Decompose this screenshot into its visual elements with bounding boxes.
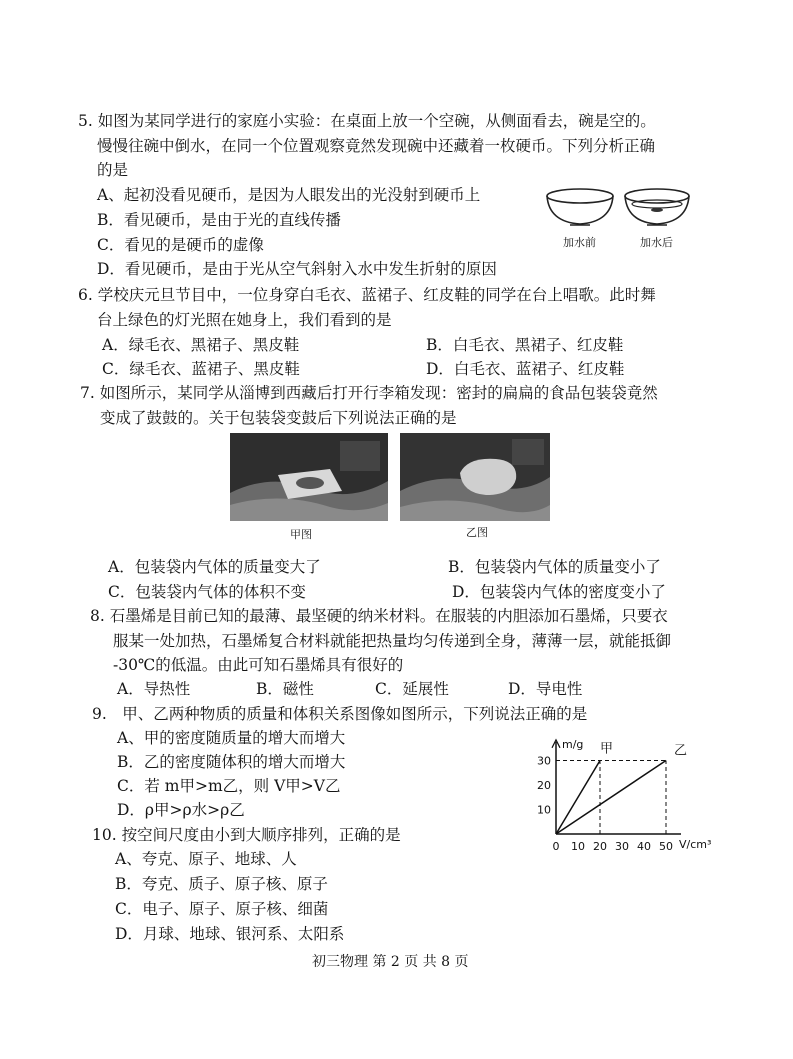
y-tick-label: 20 — [537, 779, 551, 792]
q6-option-a: A．绿毛衣、黑裙子、黑皮鞋 — [102, 336, 300, 354]
q6-stem-line1: 6. 学校庆元旦节目中，一位身穿白毛衣、蓝裙子、红皮鞋的同学在台上唱歌。此时舞 — [78, 286, 656, 304]
q9-option-d: D．ρ甲>ρ水>ρ乙 — [117, 801, 245, 819]
x-tick-label: 20 — [593, 840, 607, 853]
q9-stem: 9. 甲、乙两种物质的质量和体积关系图像如图所示，下列说法正确的是 — [92, 705, 588, 723]
q5-stem-line1: 5. 如图为某同学进行的家庭小实验：在桌面上放一个空碗，从侧面看去，碗是空的。 — [78, 112, 656, 130]
q10-option-b: B．夸克、质子、原子核、原子 — [115, 875, 328, 893]
bowl-water-icon — [625, 189, 689, 225]
x-axis-label: V/cm³ — [679, 838, 712, 851]
y-tick-label: 10 — [537, 803, 551, 817]
q8-stem-line1: 8. 石墨烯是目前已知的最薄、最坚硬的纳米材料。在服装的内胆添加石墨烯，只要衣 — [90, 607, 668, 625]
q10-option-d: D．月球、地球、银河系、太阳系 — [115, 925, 345, 943]
x-tick-label: 50 — [659, 840, 673, 853]
q5-option-c: C．看见的是硬币的虚像 — [97, 236, 264, 254]
y-axis-label: m/g — [562, 737, 584, 751]
q8-option-c: C．延展性 — [375, 680, 449, 698]
q5-stem-line3: 的是 — [97, 161, 129, 179]
q7-option-c: C．包装袋内气体的体积不变 — [108, 583, 306, 601]
q7-stem-line2: 变成了鼓鼓的。关于包装袋变鼓后下列说法正确的是 — [100, 409, 457, 427]
q7-option-b: B．包装袋内气体的质量变小了 — [448, 558, 661, 576]
q6-option-c: C．绿毛衣、蓝裙子、黑皮鞋 — [102, 360, 300, 378]
q10-option-c: C．电子、原子、原子核、细菌 — [115, 900, 329, 918]
q8-option-a: A．导热性 — [117, 680, 191, 698]
series-line-2 — [556, 761, 666, 835]
q5-option-b: B．看见硬币，是由于光的直线传播 — [97, 211, 341, 229]
q8-option-d: D．导电性 — [508, 680, 583, 698]
series-label-1: 甲 — [600, 741, 614, 757]
x-tick-label: 40 — [637, 840, 651, 853]
y-tick-label: 30 — [537, 754, 551, 768]
bulged-bag-image — [400, 433, 550, 521]
q7-option-a: A．包装袋内气体的质量变大了 — [108, 558, 321, 576]
series-line-1 — [556, 761, 600, 835]
q9-option-c: C．若 m甲>m乙，则 V甲>V乙 — [117, 777, 341, 795]
q7-option-d: D．包装袋内气体的密度变小了 — [452, 583, 666, 601]
q8-option-b: B．磁性 — [256, 680, 314, 698]
q8-stem-line2: 服某一处加热，石墨烯复合材料就能把热量均匀传递到全身，薄薄一层，就能抵御 — [113, 632, 672, 650]
photo-flat-bag — [230, 433, 388, 521]
page-footer: 初三物理 第 2 页 共 8 页 — [312, 954, 469, 970]
x-tick-label: 10 — [571, 840, 585, 853]
caption-before-water: 加水前 — [563, 236, 596, 249]
q9-option-b: B．乙的密度随体积的增大而增大 — [117, 753, 346, 771]
caption-photo-a: 甲图 — [290, 528, 312, 541]
q6-stem-line2: 台上绿色的灯光照在她身上，我们看到的是 — [97, 311, 392, 329]
q7-stem-line1: 7. 如图所示，某同学从淄博到西藏后打开行李箱发现：密封的扁扁的食品包装袋竟然 — [80, 384, 658, 402]
x-tick-label: 30 — [615, 840, 629, 853]
q5-option-d: D．看见硬币，是由于光从空气斜射入水中发生折射的原因 — [97, 260, 497, 278]
q10-option-a: A、夸克、原子、地球、人 — [115, 850, 297, 868]
mass-volume-chart — [528, 726, 723, 862]
x-tick-label: 0 — [552, 840, 560, 853]
caption-photo-b: 乙图 — [466, 526, 488, 539]
q10-stem: 10. 按空间尺度由小到大顺序排列，正确的是 — [92, 826, 401, 844]
q5-option-a: A、起初没看见硬币，是因为人眼发出的光没射到硬币上 — [97, 186, 481, 204]
photo-bulged-bag — [400, 433, 550, 521]
q8-stem-line3: -30℃的低温。由此可知石墨烯具有很好的 — [113, 656, 404, 674]
flat-bag-image — [230, 433, 388, 521]
bowl-empty-icon — [547, 189, 613, 225]
q6-option-d: D．白毛衣、蓝裙子、红皮鞋 — [426, 360, 625, 378]
bowl-figure — [540, 180, 700, 232]
q9-option-a: A、甲的密度随质量的增大而增大 — [117, 729, 346, 747]
q5-stem-line2: 慢慢往碗中倒水，在同一个位置观察竟然发现碗中还藏着一枚硬币。下列分析正确 — [97, 137, 656, 155]
q6-option-b: B．白毛衣、黑裙子、红皮鞋 — [426, 336, 624, 354]
series-label-2: 乙 — [674, 743, 688, 759]
caption-after-water: 加水后 — [640, 236, 673, 249]
